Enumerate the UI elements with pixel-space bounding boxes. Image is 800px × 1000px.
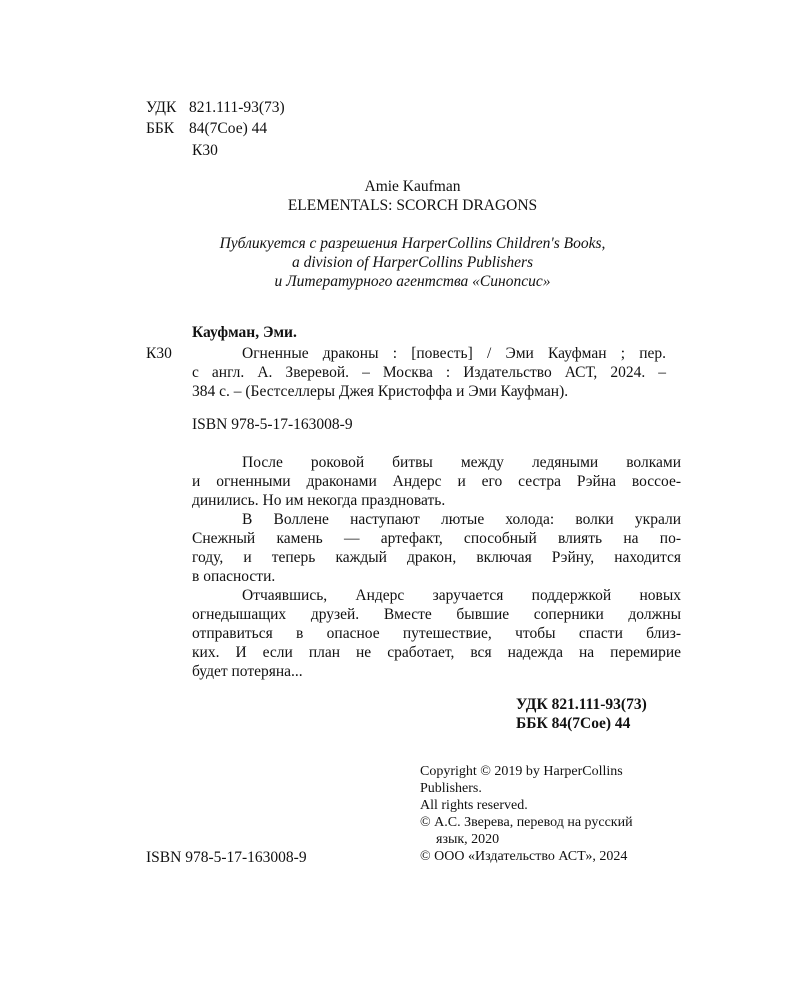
isbn-entry: ISBN 978-5-17-163008-9 [192, 416, 353, 433]
copyright-line: Publishers. [420, 781, 482, 796]
original-title: ELEMENTALS: SCORCH DRAGONS [287, 197, 538, 214]
bibliographic-description [192, 344, 666, 401]
author-heading: Кауфман, Эми. [192, 324, 297, 341]
copyright-line: © А.С. Зверева, перевод на русский [420, 815, 633, 830]
udk-classification [146, 98, 285, 117]
author-mark: К30 [192, 142, 218, 159]
bibliographic-mark: К30 [146, 345, 172, 362]
annotation [192, 453, 681, 681]
permission-line-3: и Литературного агентства «Синопсис» [274, 273, 551, 290]
annotation-line: динились. Но им некогда праздновать. [192, 492, 446, 509]
annotation-line: и огненными драконами Андерс и его сестра Рэйна воссое- [192, 473, 681, 490]
annotation-line: в опасности. [192, 568, 276, 585]
permission-line-2: a division of HarperCollins Publishers [291, 254, 534, 271]
bbk-value: 84(7Сое) 44 [189, 120, 268, 137]
annotation-line: году, и теперь каждый дракон, включая Рэйну, находится [192, 549, 681, 566]
bibliographic-line: Огненные драконы : [повесть] / Эми Кауфман ; пер. [242, 345, 666, 362]
bbk-code: ББК 84(7Сое) 44 [516, 715, 631, 732]
annotation-line: Снежный камень — артефакт, способный влиять на по- [192, 530, 681, 547]
udk-label: УДК [146, 99, 177, 116]
permission-line-1: Публикуется с разрешения HarperCollins Children's Books, [219, 235, 606, 252]
udk-value: 821.111-93(73) [189, 99, 285, 116]
copyright-line: © ООО «Издательство АСТ», 2024 [420, 849, 628, 864]
annotation-line: отправиться в опасное путешествие, чтобы спасти близ- [192, 625, 681, 642]
annotation-line: ких. И если план не сработает, вся надежда на перемирие [192, 644, 681, 661]
udk-code: УДК 821.111-93(73) [516, 696, 647, 713]
annotation-line: огнедышащих друзей. Вместе бывшие соперники должны [192, 606, 681, 623]
udk-bbk-block [516, 695, 647, 733]
copyright-line: Copyright © 2019 by HarperCollins [420, 764, 623, 779]
isbn-bottom: ISBN 978-5-17-163008-9 [146, 849, 307, 866]
annotation-line: После роковой битвы между ледяными волками [242, 454, 681, 471]
annotation-line: Отчаявшись, Андерс заручается поддержкой новых [242, 587, 681, 604]
original-author: Amie Kaufman [364, 178, 461, 195]
bbk-label: ББК [146, 120, 175, 137]
annotation-line: будет потеряна... [192, 663, 303, 680]
copyright-line: язык, 2020 [436, 832, 500, 847]
copyright-line: All rights reserved. [420, 798, 528, 813]
copyright-block [420, 763, 682, 865]
bibliographic-line: 384 с. – (Бестселлеры Джея Кристоффа и Эми Кауфман). [192, 383, 569, 400]
bibliographic-line: с англ. А. Зверевой. – Москва : Издательство АСТ, 2024. – [192, 364, 666, 381]
annotation-line: В Воллене наступают лютые холода: волки украли [242, 511, 681, 528]
bbk-classification [146, 119, 267, 138]
